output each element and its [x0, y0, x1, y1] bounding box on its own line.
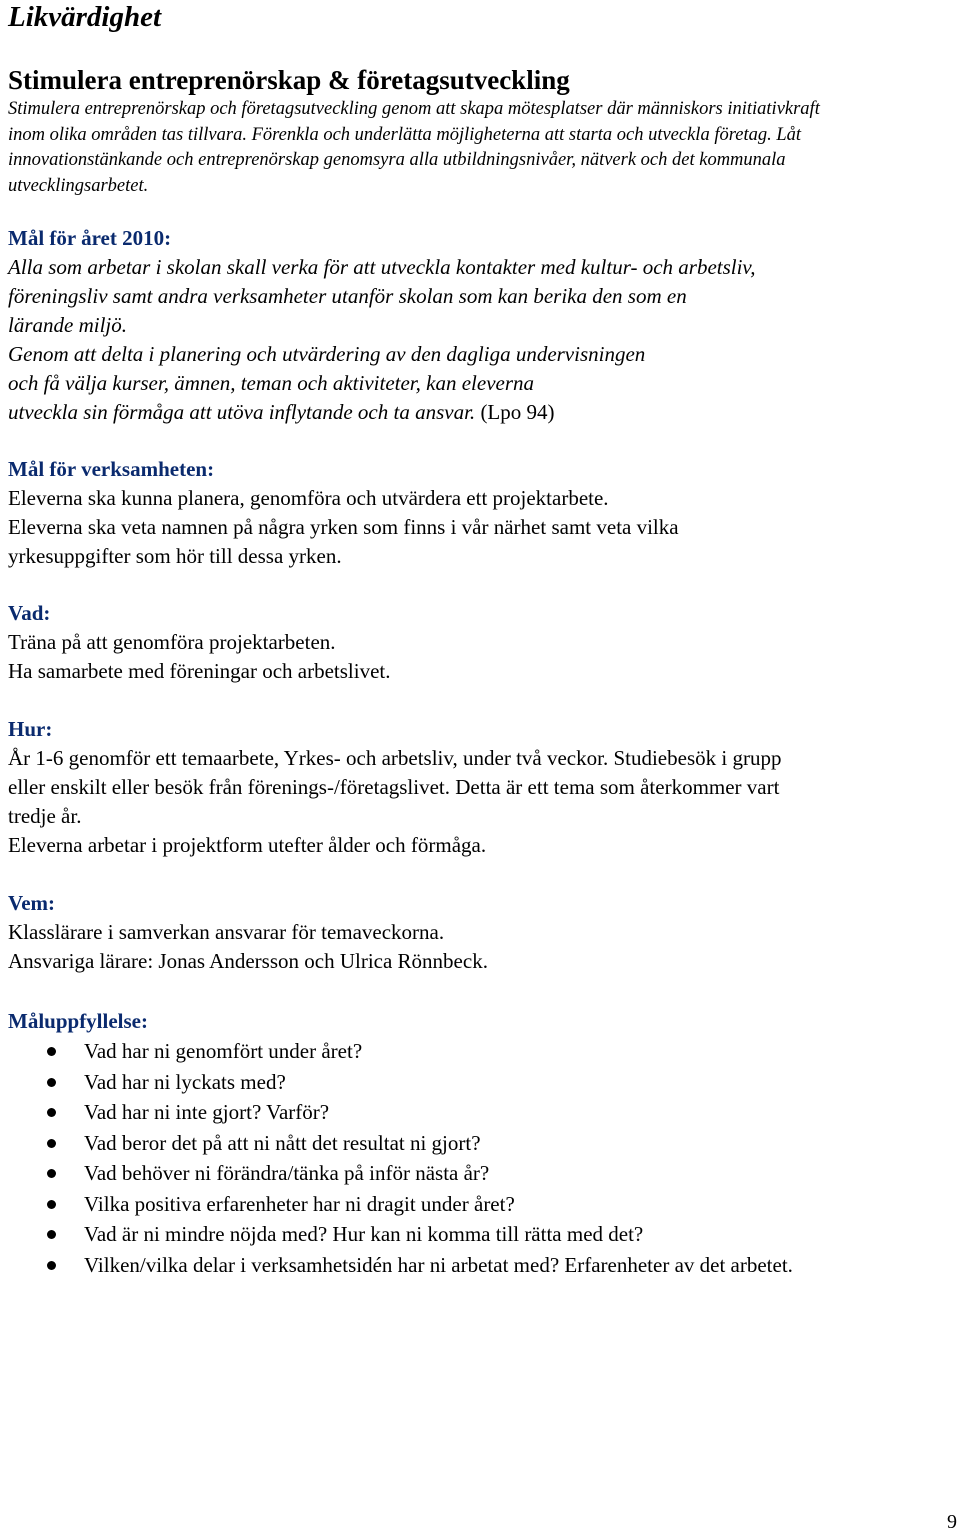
mal-aret-heading: Mål för året 2010: — [8, 226, 172, 250]
list-item-text: Vad beror det på att ni nått det resultat ni gjort? — [84, 1130, 481, 1155]
list-item — [8, 1128, 958, 1159]
vem-line: Ansvariga lärare: Jonas Andersson och Ulrica Rönnbeck. — [8, 949, 488, 973]
intro-paragraph — [8, 97, 953, 199]
bullet-icon — [47, 1169, 56, 1178]
hur-section — [8, 715, 953, 860]
vem-heading: Vem: — [8, 891, 56, 915]
mal-aret-line: lärande miljö. — [8, 313, 127, 337]
vad-line: Ha samarbete med föreningar och arbetslivet. — [8, 659, 391, 683]
section-title: Stimulera entreprenörskap & företagsutveckling — [8, 65, 570, 95]
vem-section — [8, 889, 953, 976]
list-item-text: Vad behöver ni förändra/tänka på inför nästa år? — [84, 1161, 490, 1185]
hur-heading: Hur: — [8, 717, 53, 741]
mal-aret-section — [8, 224, 953, 427]
list-item-text: Vad har ni lyckats med? — [84, 1069, 286, 1094]
maluppfyllelse-heading: Måluppfyllelse: — [8, 1009, 148, 1033]
mal-aret-line: föreningsliv samt andra verksamheter utanför skolan som kan berika den som en — [8, 284, 687, 308]
hur-line: eller enskilt eller besök från förenings-/företagslivet. Detta är ett tema som återkommer vart — [8, 775, 780, 799]
mal-aret-last-italic: utveckla sin förmåga att utöva inflytande och ta ansvar. — [8, 400, 476, 424]
vem-line: Klasslärare i samverkan ansvarar för temaveckorna. — [8, 920, 445, 944]
vad-heading: Vad: — [8, 601, 51, 625]
list-item-text: Vad är ni mindre nöjda med? Hur kan ni komma till rätta med det? — [84, 1222, 644, 1246]
list-item-text: Vad har ni genomfört under året? — [84, 1039, 363, 1063]
bullet-icon — [47, 1200, 56, 1209]
list-item-text: Vilka positiva erfarenheter har ni dragit under året? — [84, 1191, 515, 1216]
list-item — [8, 1097, 958, 1128]
mal-verksamheten-line: Eleverna ska kunna planera, genomföra och utvärdera ett projektarbete. — [8, 486, 609, 510]
bullet-icon — [47, 1108, 56, 1117]
intro-line: Stimulera entreprenörskap och företagsutveckling genom att skapa mötesplatser där människors initiativkraft — [8, 99, 820, 119]
list-item — [8, 1067, 958, 1098]
bullet-icon — [47, 1047, 56, 1056]
intro-line: inom olika områden tas tillvara. Förenkla och underlätta möjligheterna att starta och utveckla företag. Låt — [8, 124, 802, 145]
list-item-text: Vad har ni inte gjort? Varför? — [84, 1100, 330, 1124]
bullet-icon — [47, 1230, 56, 1239]
hur-line: Eleverna arbetar i projektform utefter ålder och förmåga. — [8, 833, 487, 857]
mal-aret-last-line — [8, 398, 953, 427]
bullet-icon — [47, 1078, 56, 1087]
list-item — [8, 1219, 958, 1250]
vad-line: Träna på att genomföra projektarbeten. — [8, 630, 336, 654]
list-item-text: Vilken/vilka delar i verksamhetsidén har ni arbetat med? Erfarenheter av det arbetet. — [84, 1252, 793, 1277]
page-title: Likvärdighet — [8, 1, 162, 33]
mal-verksamheten-heading: Mål för verksamheten: — [8, 457, 215, 481]
list-item — [8, 1250, 958, 1281]
mal-aret-line: Alla som arbetar i skolan skall verka för att utveckla kontakter med kultur- och arbetsliv, — [8, 255, 756, 279]
hur-line: tredje år. — [8, 804, 82, 828]
mal-aret-line: Genom att delta i planering och utvärdering av den dagliga undervisningen — [8, 342, 646, 366]
list-item — [8, 1158, 958, 1189]
list-item — [8, 1036, 958, 1067]
bullet-icon — [47, 1139, 56, 1148]
intro-line: innovationstänkande och entreprenörskap genomsyra alla utbildningsnivåer, nätverk och det kommunala — [8, 150, 786, 170]
mal-aret-source: (Lpo 94) — [475, 400, 555, 424]
mal-verksamheten-line: yrkesuppgifter som hör till dessa yrken. — [8, 544, 342, 568]
mal-verksamheten-section — [8, 455, 953, 571]
mal-aret-line: och få välja kurser, ämnen, teman och aktiviteter, kan eleverna — [8, 371, 535, 395]
mal-verksamheten-line: Eleverna ska veta namnen på några yrken som finns i vår närhet samt veta vilka — [8, 515, 679, 539]
list-item — [8, 1189, 958, 1220]
bullet-icon — [47, 1261, 56, 1270]
hur-line: År 1-6 genomför ett temaarbete, Yrkes- och arbetsliv, under två veckor. Studiebesök i grupp — [8, 746, 782, 770]
intro-line: utvecklingsarbetet. — [8, 175, 149, 196]
page-number: 9 — [947, 1511, 957, 1533]
maluppfyllelse-section — [8, 1007, 953, 1036]
vad-section — [8, 599, 953, 686]
maluppfyllelse-list — [8, 1036, 958, 1280]
